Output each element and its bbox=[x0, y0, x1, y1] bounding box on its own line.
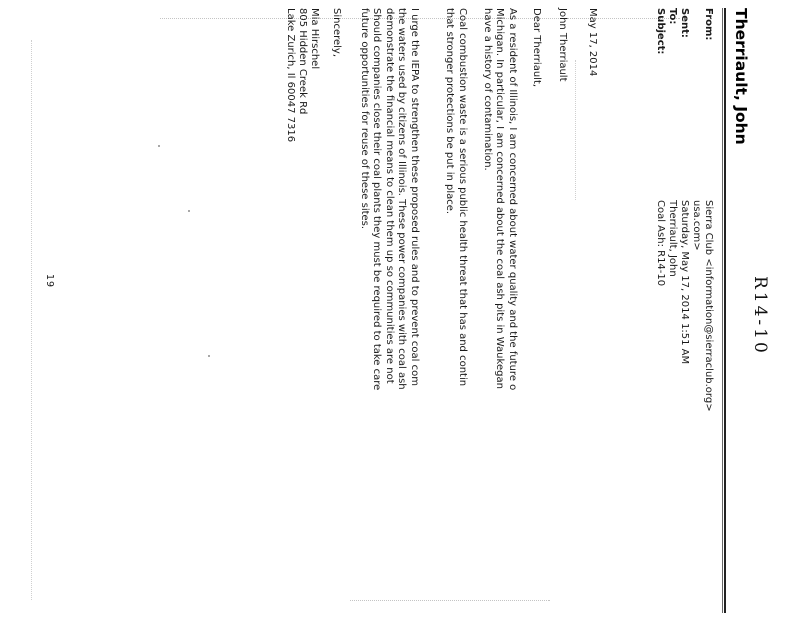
sent-label: Sent: bbox=[679, 8, 690, 38]
paragraph-line: Coal combustion waste is a serious public health threat that has and contin bbox=[457, 8, 468, 387]
closing: Sincerely, bbox=[331, 8, 342, 58]
header-rule-thin bbox=[722, 8, 723, 613]
paragraph-line: demonstrate the financial means to clean them up so communities are not bbox=[383, 8, 395, 384]
subject-label: Subject: bbox=[655, 8, 666, 55]
paragraph-line: the waters used by citizens of Illinois. These power companies with coal ash bbox=[396, 8, 408, 390]
subject-value: Coal Ash: R14-10 bbox=[655, 200, 666, 287]
scan-dotted-line bbox=[31, 40, 32, 600]
scan-dotted-line bbox=[575, 60, 576, 200]
paragraph-line: I urge the IEPA to strengthen these proposed rules and to prevent coal com bbox=[409, 8, 420, 386]
signature-city: Lake Zurich, Il 60047 7316 bbox=[285, 8, 296, 143]
signature-name: Mia Hirschel bbox=[309, 8, 320, 70]
page-number: 19 bbox=[44, 274, 55, 289]
scan-dotted-line bbox=[160, 18, 680, 19]
paragraph-line: As a resident of Illinois, I am concerned about water quality and the future o bbox=[507, 8, 518, 391]
document-number: R14-10 bbox=[750, 276, 770, 356]
header-rule bbox=[724, 8, 726, 613]
scan-speck bbox=[208, 355, 210, 357]
header-name: Therriault, John bbox=[732, 8, 750, 145]
letter-date: May 17, 2014 bbox=[587, 8, 598, 77]
to-value: Therriault, John bbox=[667, 200, 678, 277]
scan-speck bbox=[158, 145, 160, 147]
paragraph-line: Michigan. In particular, I am concerned about the coal ash pits in Waukegan bbox=[494, 8, 506, 389]
to-label: To: bbox=[667, 8, 678, 25]
scan-speck bbox=[188, 210, 190, 212]
signature-street: 805 Hidden Creek Rd bbox=[297, 8, 308, 115]
from-value: Sierra Club <information@sierraclub.org> bbox=[703, 200, 714, 412]
paragraph-line: that stronger protections be put in place. bbox=[444, 8, 456, 215]
body-paragraph bbox=[357, 8, 420, 618]
body-paragraph bbox=[443, 8, 468, 618]
from-value-continued: usa.com> bbox=[691, 200, 702, 251]
sent-value: Saturday, May 17, 2014 1:51 AM bbox=[679, 200, 690, 365]
paragraph-line: Should companies close their coal plants they must be required to take care bbox=[371, 8, 383, 391]
recipient-name: John Therriault bbox=[557, 8, 568, 82]
paragraph-line: have a history of contamination. bbox=[481, 8, 493, 171]
from-label: From: bbox=[703, 8, 714, 41]
paragraph-line: future opportunities for reuse of these sites. bbox=[358, 8, 370, 230]
salutation: Dear Therriault, bbox=[531, 8, 542, 88]
body-paragraph bbox=[480, 8, 518, 618]
